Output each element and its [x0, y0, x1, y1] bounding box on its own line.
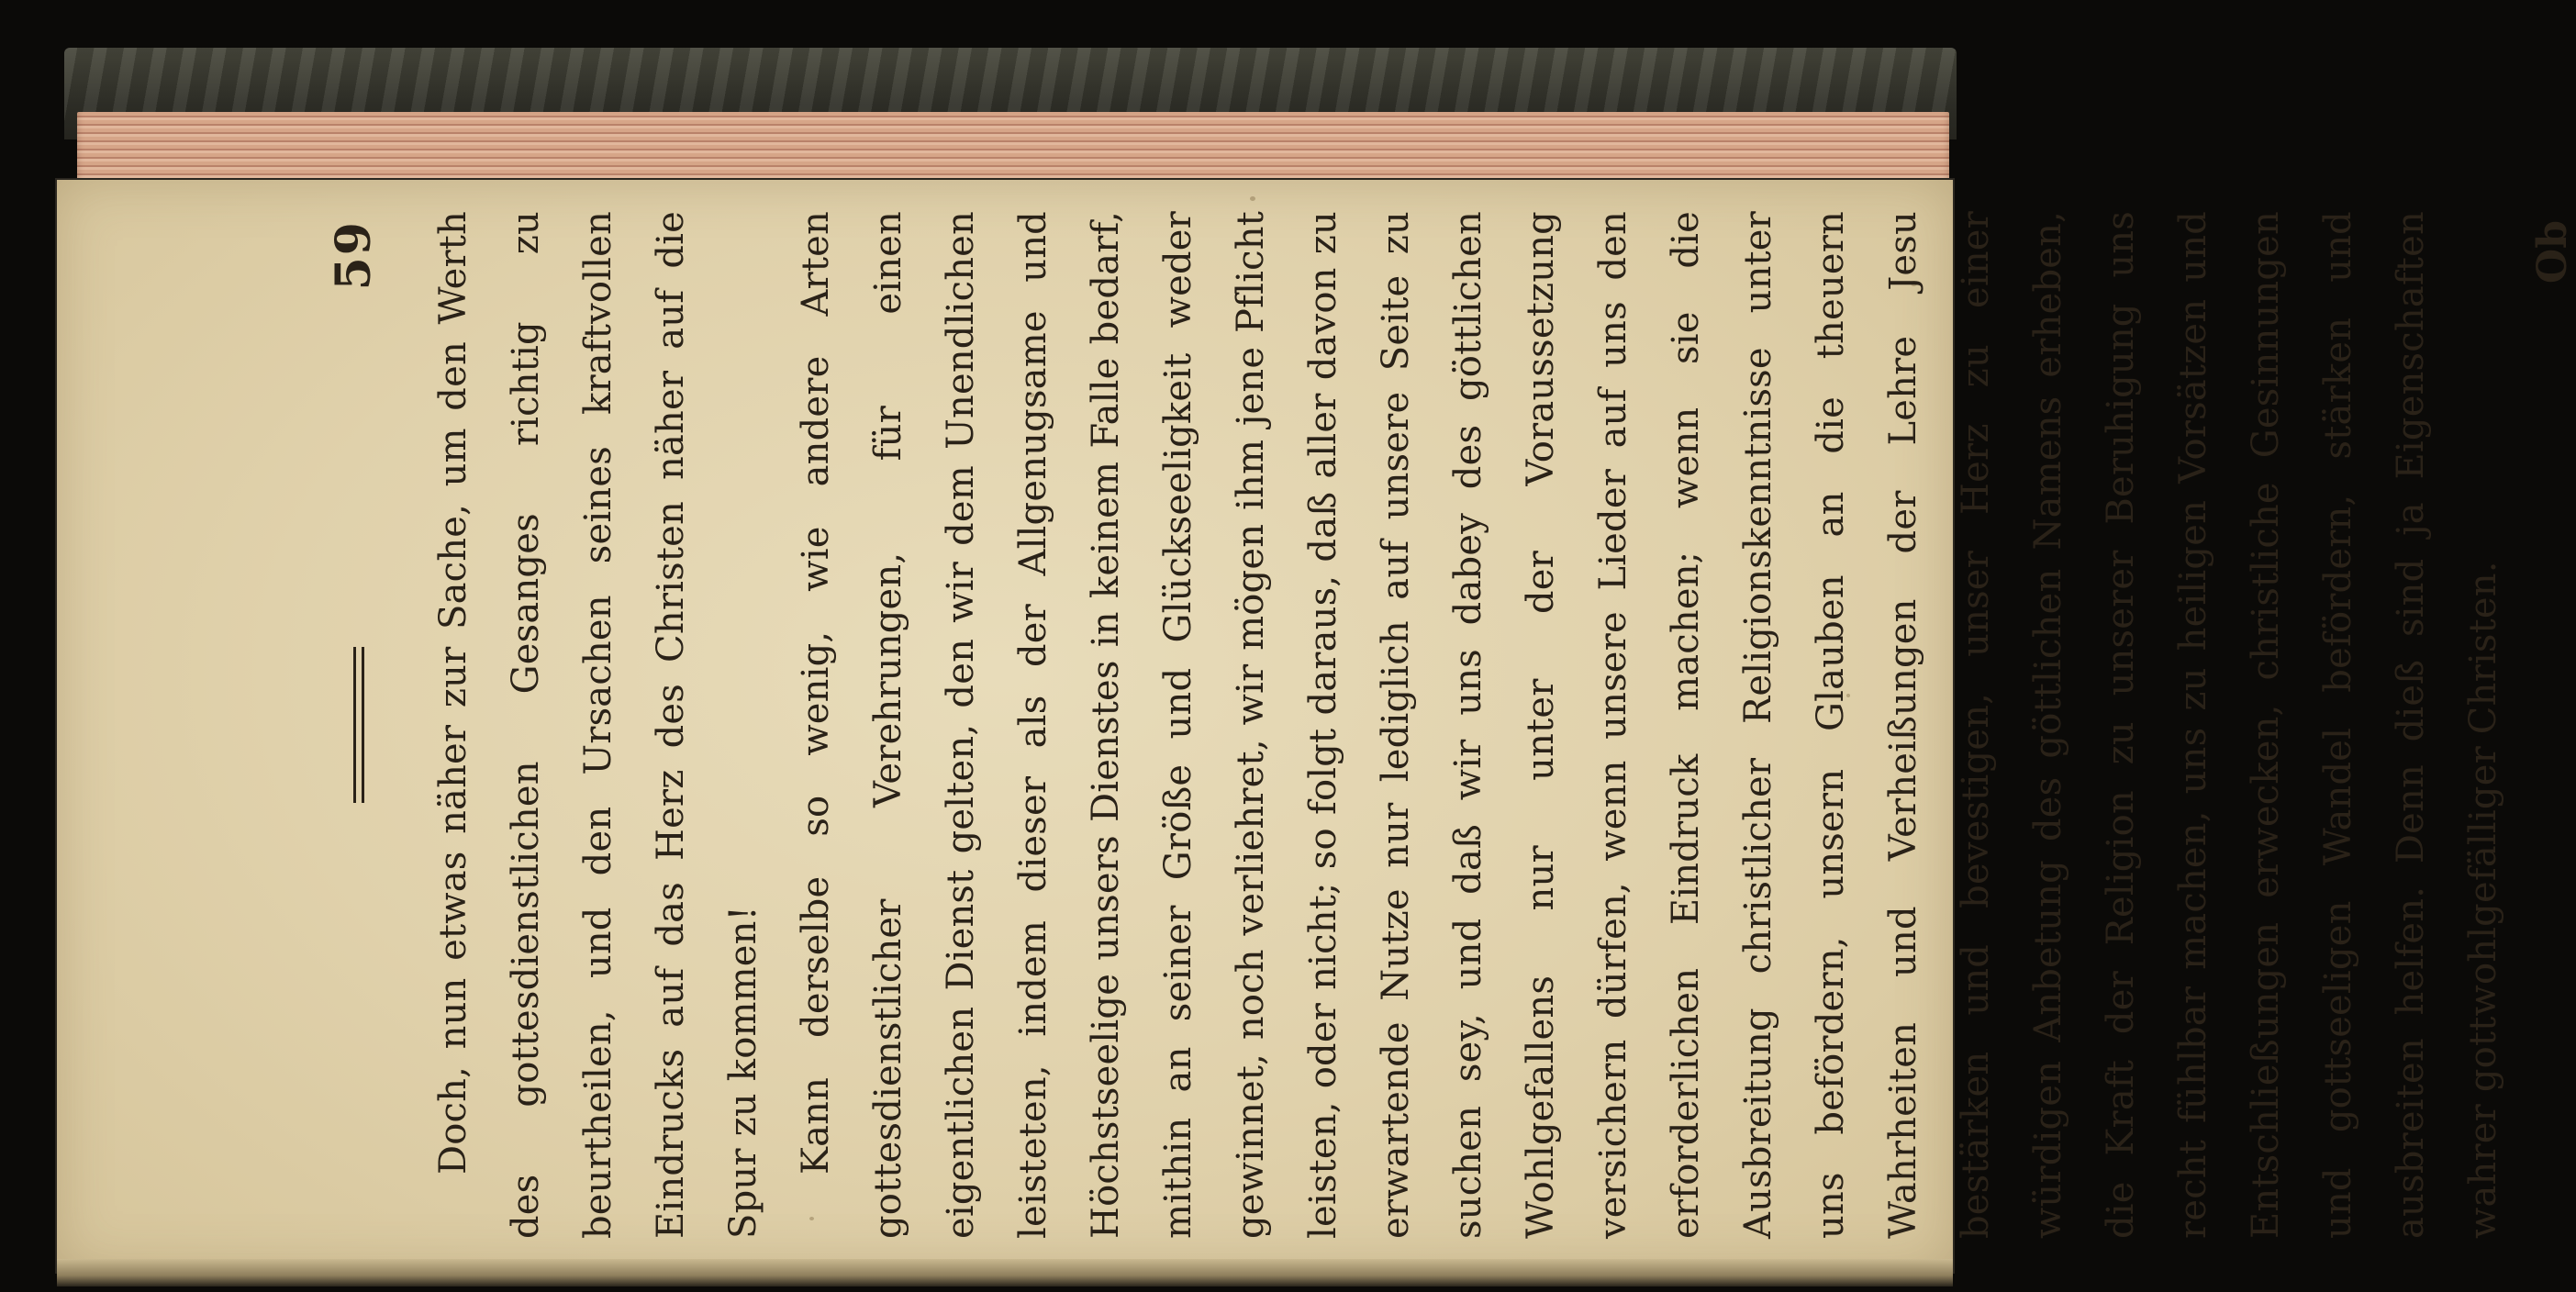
rotated-text-block [326, 211, 2576, 1239]
paragraph-1: Doch, nun etwas näher zur Sache, um den Werth des gottesdienstlichen Gesanges richtig zu beurtheilen, und den Ursachen seines kraftvollen Eindrucks auf das Herz des Christen näher auf die Spur zu kommen! [432, 211, 764, 1239]
catchword: Ob [2529, 220, 2576, 284]
foxing-spot [1250, 196, 1255, 201]
page-header [326, 211, 390, 1239]
page-number: 59 [326, 220, 382, 291]
header-rule [353, 647, 364, 803]
paragraph-2: Kann derselbe so wenig, wie andere Arten gottesdienstlicher Verehrungen, für einen eigentlichen Dienst gelten, den wir dem Unendlichen leisteten, indem dieser als der Allgenugsame und Höchstseelige unsers Dienstes in keinem Falle bedarf, mithin an seiner Größe und Glückseeligkeit weder gewinnet, noch verliehret, wir mögen ihm jene Pflicht leisten, oder nicht; so folgt daraus, daß aller davon zu erwartende Nutze nur lediglich auf unsere Seite zu suchen sey, und daß wir uns dabey des göttlichen Wohlgefallens nur unter der Voraussetzung versichern dürfen, wenn unsere Lieder auf uns den erforderlichen Eindruck machen; wenn sie die Ausbreitung christlicher Religionskenntnisse unter uns befördern, unsern Glauben an die theuern Wahrheiten und Verheißungen der Lehre Jesu bestärken und bevestigen, unser Herz zu einer würdigen Anbetung des göttlichen Namens erheben, die Kraft der Religion zu unserer Beruhigung uns recht fühlbar machen, uns zu heiligen Vorsätzen und Entschließungen erwecken, christliche Gesinnungen und gottseeligen Wandel befördern, stärken und ausbreiten helfen. Denn dieß sind ja Eigenschaften wahrer gottwohlgefälliger Christen. [795, 211, 2504, 1239]
page-bottom-edge [57, 1259, 1953, 1286]
